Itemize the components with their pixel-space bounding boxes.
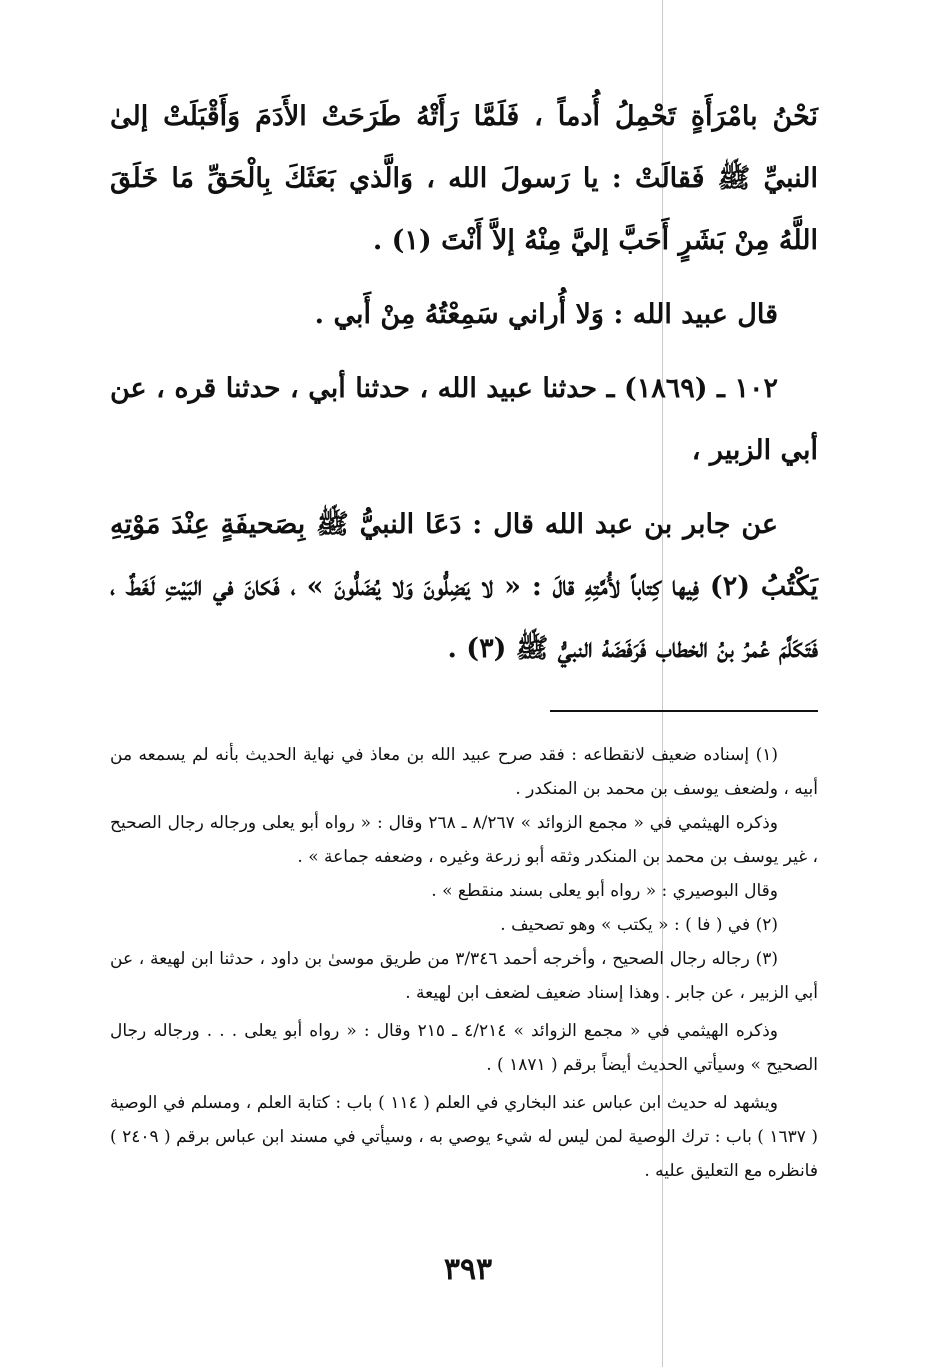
footnote-1-busiri: وقال البوصيري : « رواه أبو يعلى بسند منقطع » . xyxy=(431,881,778,901)
footnote-1-continued: وذكره الهيثمي في « مجمع الزوائد » ٨/٢٦٧ ـ ٢٦٨ وقال : « رواه أبو يعلى ورجاله رجال الصحيح ، غير يوسف بن محمد بن المنكدر وثقه أبو زرعة وغيره ، وضعفه جماعة » . xyxy=(110,813,818,867)
main-paragraph-3: عن جابر بن عبد الله قال : دَعَا النبيُّ ﷺ بِصَحيفَةٍ عِنْدَ مَوْتِهِ يَكْتُبُ (٢) فِيها كِتاباً لأُمَّتِهِ قالَ : « لا يَضِلُّونَ وَلا يُضَلُّونَ » ، فَكانَ في البَيْتِ لَغَطٌ ، فَتَكَلَّمَ عُمرُ بنُ الخطاب فَرَفَضَهُ النبيُّ ﷺ (٣) . xyxy=(110,509,818,664)
footnote-3-continued: وذكره الهيثمي في « مجمع الزوائد » ٤/٢١٤ ـ ٢١٥ وقال : « رواه أبو يعلى . . . ورجاله رجال الصحيح » وسيأتي الحديث أيضاً برقم ( ١٨٧١ ) . xyxy=(110,1021,818,1075)
footnotes xyxy=(110,738,818,1188)
page-number: ٣٩٣ xyxy=(443,1252,493,1287)
page-body xyxy=(110,86,818,1188)
footnote-1: (١) إسناده ضعيف لانقطاعه : فقد صرح عبيد الله بن معاذ في نهاية الحديث بأنه لم يسمعه من أبيه ، ولضعف يوسف بن محمد بن المنكدر . xyxy=(110,745,818,799)
main-paragraph-2: قال عبيد الله : وَلا أُراني سَمِعْتُهُ مِنْ أَبي . xyxy=(314,299,778,330)
main-paragraph-1: نَحْنُ بامْرَأَةٍ تَحْمِلُ أُدماً ، فَلَمَّا رَأَتْهُ طَرَحَتْ الأَدَمَ وَأَقْبَلَتْ إلىٰ النبيِّ ﷺ فَقالَتْ : يا رَسولَ الله ، وَالَّذي بَعَثَكَ بِالْحَقِّ مَا خَلَقَ اللَّهُ مِنْ بَشَرٍ أَحَبَّ إليَّ مِنْهُ إلاَّ أَنْتَ (١) . xyxy=(110,101,818,256)
main-text xyxy=(110,86,818,680)
hadith-heading: ١٠٢ ـ (١٨٦٩) ـ حدثنا عبيد الله ، حدثنا أبي ، حدثنا قره ، عن أبي الزبير ، xyxy=(110,373,818,466)
footnote-3-witness: ويشهد له حديث ابن عباس عند البخاري في العلم ( ١١٤ ) باب : كتابة العلم ، ومسلم في الوصية ( ١٦٣٧ ) باب : ترك الوصية لمن ليس له شيء يوصي به ، وسيأتي في مسند ابن عباس برقم ( ٢٤٠٩ ) فانظره مع التعليق عليه . xyxy=(110,1093,818,1181)
footnote-3: (٣) رجاله رجال الصحيح ، وأخرجه أحمد ٣/٣٤٦ من طريق موسىٰ بن داود ، حدثنا ابن لهيعة ، عن أبي الزبير ، عن جابر . وهذا إسناد ضعيف لضعف ابن لهيعة . xyxy=(110,949,818,1003)
footnote-2: (٢) في ( فا ) : « يكتب » وهو تصحيف . xyxy=(500,915,778,935)
footnote-separator xyxy=(550,710,818,712)
